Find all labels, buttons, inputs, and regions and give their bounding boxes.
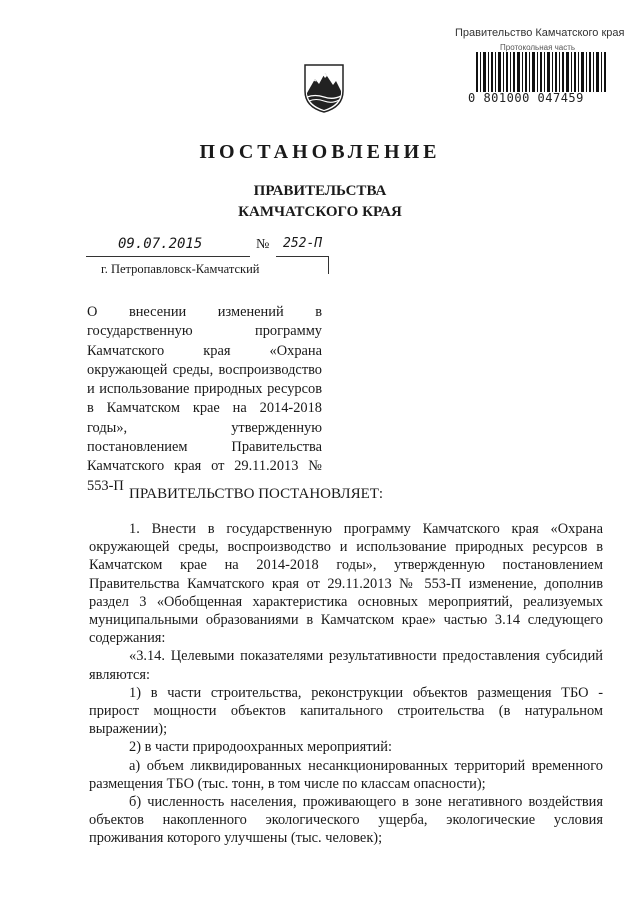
- authority-line-1: ПРАВИТЕЛЬСТВА: [253, 183, 387, 199]
- registration-stamp-organization: Правительство Камчатского края: [455, 27, 625, 39]
- document-number: 252-П: [283, 236, 323, 251]
- number-sign: №: [256, 237, 270, 252]
- registration-stamp-sublabel: Протокольная часть: [500, 43, 576, 52]
- document-body: [89, 520, 603, 848]
- decree-heading: ПРАВИТЕЛЬСТВО ПОСТАНОВЛЯЕТ:: [129, 486, 384, 502]
- barcode: [476, 52, 608, 92]
- paragraph-4: 2) в части природоохранных мероприятий:: [129, 739, 392, 756]
- paragraph-5: а) объем ликвидированных несанкционированных территорий временного размещения ТБО (тыс. тонн, в том числе по классам опасности);: [89, 757, 603, 792]
- paragraph-1: 1. Внести в государственную программу Камчатского края «Охрана окружающей среды, воспроизводство и использование природных ресурсов в Камчатском крае на 2014-2018 годы», утвержденную постановлением Правительства Камчатского края от 29.11.2013 № 553-П изменение, дополнив раздел 3 «Обобщенная характеристика основных мероприятий, реализуемых муниципальными образованиями в Камчатском крае» частью 3.14 следующего содержания:: [89, 521, 603, 647]
- paragraph-3: 1) в части строительства, реконструкции объектов размещения ТБО - прирост мощности объектов капитального строительства (в натуральном выражении);: [89, 684, 603, 738]
- corner-mark: [328, 256, 329, 274]
- paragraph-2: «3.14. Целевыми показателями результативности предоставления субсидий являются:: [89, 648, 603, 683]
- document-subject: О внесении изменений в государственную программу Камчатского края «Охрана окружающей среды, воспроизводство и использование природных ресурсов в Камчатском крае на 2014-2018 годы», утвержденную постановлением Правительства Камчатского края от 29.11.2013 № 553-П: [87, 304, 322, 494]
- document-city: г. Петропавловск-Камчатский: [101, 262, 260, 276]
- document-date: 09.07.2015: [118, 236, 203, 252]
- issuing-authority: [0, 181, 640, 223]
- barcode-number: 0 801000 047459: [468, 91, 584, 105]
- kamchatka-emblem-icon: [303, 63, 345, 113]
- paragraph-6: б) численность населения, проживающего в зоне негативного воздействия объектов накопленного экологического ущерба, экологические условия проживания которого улучшены (тыс. человек);: [89, 794, 603, 847]
- document-type: ПОСТАНОВЛЕНИЕ: [199, 141, 441, 163]
- authority-line-2: КАМЧАТСКОГО КРАЯ: [238, 204, 402, 220]
